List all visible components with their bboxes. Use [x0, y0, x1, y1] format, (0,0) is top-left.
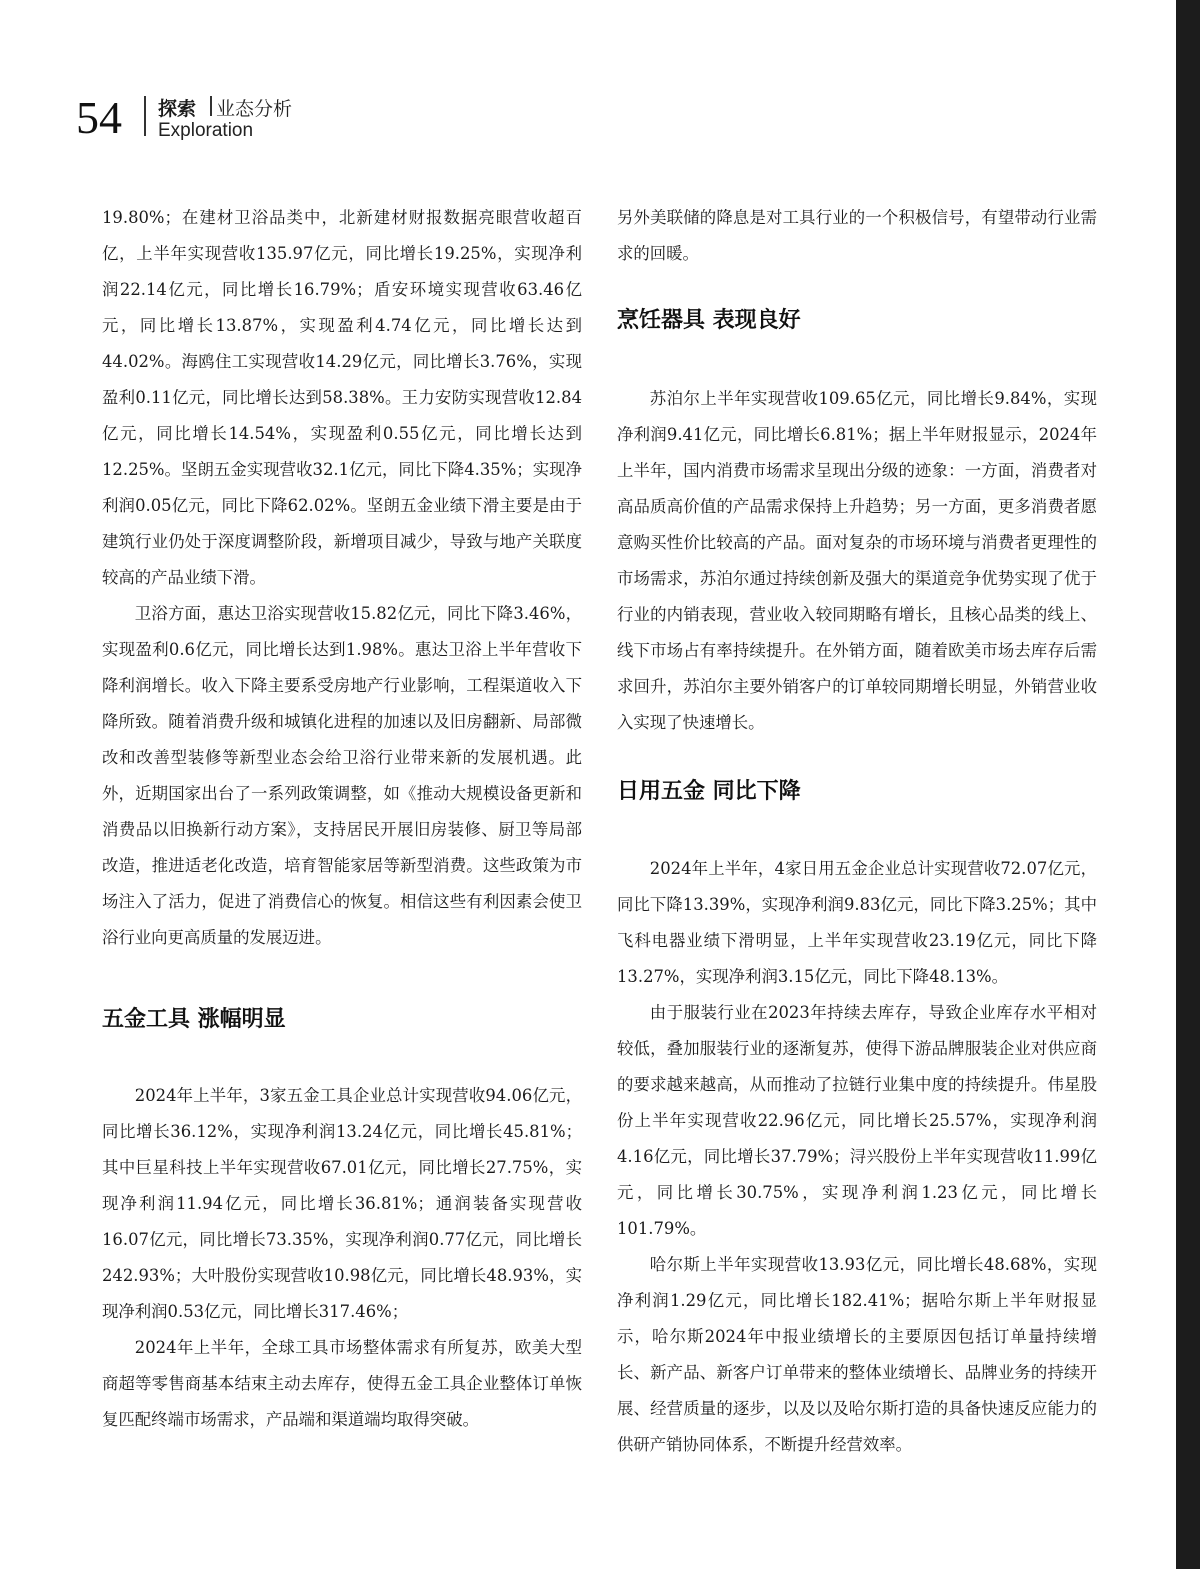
right-column [617, 200, 1097, 1463]
section-title: 探索 [158, 99, 197, 120]
section-title-en: Exploration [158, 120, 254, 141]
heading-cookware: 烹饪器具 表现良好 [617, 308, 801, 333]
left-column [102, 200, 582, 1438]
paragraph: 2024年上半年，4家日用五金企业总计实现营收72.07亿元，同比下降13.39%，实现净利润9.83亿元，同比下降3.25%；其中飞科电器业绩下滑明显，上半年实现营收23.19亿元，同比下降13.27%，实现净利润3.15亿元，同比下降48.13%。 [617, 859, 1097, 986]
paragraph: 2024年上半年，全球工具市场整体需求有所复苏，欧美大型商超等零售商基本结束主动去库存，使得五金工具企业整体订单恢复匹配终端市场需求，产品端和渠道端均取得突破。 [102, 1338, 582, 1429]
paragraph: 苏泊尔上半年实现营收109.65亿元，同比增长9.84%，实现净利润9.41亿元，同比增长6.81%；据上半年财报显示，2024年上半年，国内消费市场需求呈现出分级的迹象：一方面，消费者对高品质高价值的产品需求保持上升趋势；另一方面，更多消费者愿意购买性价比较高的产品。面对复杂的市场环境与消费者更理性的市场需求，苏泊尔通过持续创新及强大的渠道竞争优势实现了优于行业的内销表现，营业收入较同期略有增长，且核心品类的线上、线下市场占有率持续提升。在外销方面，随着欧美市场去库存后需求回升，苏泊尔主要外销客户的订单较同期增长明显，外销营业收入实现了快速增长。 [617, 389, 1097, 732]
paragraph: 哈尔斯上半年实现营收13.93亿元，同比增长48.68%，实现净利润1.29亿元，同比增长182.41%；据哈尔斯上半年财报显示，哈尔斯2024年中报业绩增长的主要原因包括订单量持续增长、新产品、新客户订单带来的整体业绩增长、品牌业务的持续开展、经营质量的逐步，以及以及哈尔斯打造的具备快速反应能力的供研产销协同体系，不断提升经营效率。 [617, 1255, 1097, 1454]
section-divider [210, 96, 212, 116]
paragraph: 卫浴方面，惠达卫浴实现营收15.82亿元，同比下降3.46%，实现盈利0.6亿元，同比增长达到1.98%。惠达卫浴上半年营收下降利润增长。收入下降主要系受房地产行业影响，工程渠道收入下降所致。随着消费升级和城镇化进程的加速以及旧房翻新、局部微改和改善型装修等新型业态会给卫浴行业带来新的发展机遇。此外，近期国家出台了一系列政策调整，如《推动大规模设备更新和消费品以旧换新行动方案》，支持居民开展旧房装修、厨卫等局部改造，推进适老化改造，培育智能家居等新型消费。这些政策为市场注入了活力，促进了消费信心的恢复。相信这些有利因素会使卫浴行业向更高质量的发展迈进。 [102, 604, 582, 947]
paragraph: 另外美联储的降息是对工具行业的一个积极信号，有望带动行业需求的回暖。 [617, 208, 1097, 263]
section-subtitle: 业态分析 [216, 99, 293, 120]
paragraph: 由于服装行业在2023年持续去库存，导致企业库存水平相对较低，叠加服装行业的逐渐复苏，使得下游品牌服装企业对供应商的要求越来越高，从而推动了拉链行业集中度的持续提升。伟星股份上半年实现营收22.96亿元，同比增长25.57%，实现净利润4.16亿元，同比增长37.79%；浔兴股份上半年实现营收11.99亿元，同比增长30.75%，实现净利润1.23亿元，同比增长101.79%。 [617, 1003, 1097, 1238]
paragraph: 19.80%；在建材卫浴品类中，北新建材财报数据亮眼营收超百亿，上半年实现营收135.97亿元，同比增长19.25%，实现净利润22.14亿元，同比增长16.79%；盾安环境实现营收63.46亿元，同比增长13.87%，实现盈利4.74亿元，同比增长达到44.02%。海鸥住工实现营收14.29亿元，同比增长3.76%，实现盈利0.11亿元，同比增长达到58.38%。王力安防实现营收12.84亿元，同比增长14.54%，实现盈利0.55亿元，同比增长达到12.25%。坚朗五金实现营收32.1亿元，同比下降4.35%；实现净利润0.05亿元，同比下降62.02%。坚朗五金业绩下滑主要是由于建筑行业仍处于深度调整阶段，新增项目减少，导致与地产关联度较高的产品业绩下滑。 [102, 208, 582, 587]
heading-daily-hardware: 日用五金 同比下降 [617, 779, 801, 804]
heading-hardware-tools: 五金工具 涨幅明显 [102, 1007, 286, 1032]
page-number: 54 [76, 92, 122, 143]
page-edge-bar [1176, 0, 1200, 1569]
header-divider [144, 96, 146, 136]
paragraph: 2024年上半年，3家五金工具企业总计实现营收94.06亿元，同比增长36.12%，实现净利润13.24亿元，同比增长45.81%；其中巨星科技上半年实现营收67.01亿元，同比增长27.75%，实现净利润11.94亿元，同比增长36.81%；通润装备实现营收16.07亿元，同比增长73.35%，实现净利润0.77亿元，同比增长242.93%；大叶股份实现营收10.98亿元，同比增长48.93%，实现净利润0.53亿元，同比增长317.46%； [102, 1086, 582, 1321]
